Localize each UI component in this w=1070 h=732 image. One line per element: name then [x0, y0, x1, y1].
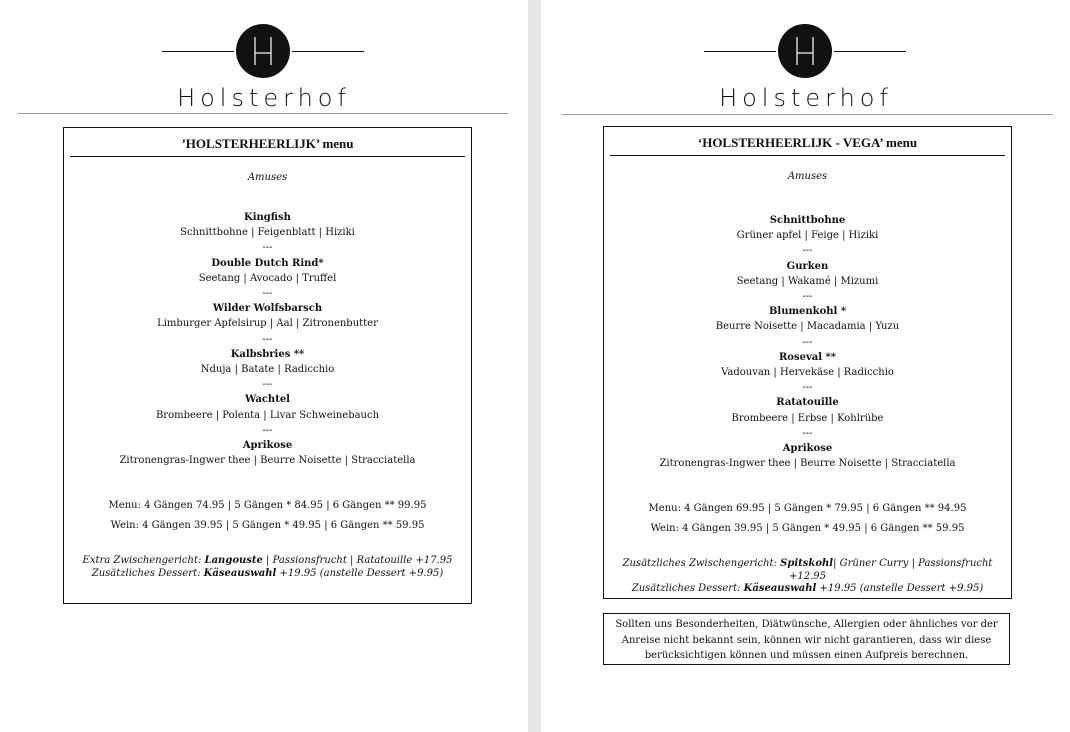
course-description: Seetang | Avocado | Truffel	[198, 272, 337, 284]
extra-label: Extra Zwischengericht:	[82, 555, 205, 567]
logo-emblem-icon	[778, 24, 832, 78]
menu-price-line: Menu: 4 Gängen 74.95 | 5 Gängen * 84.95 | 6 Gängen ** 99.95	[108, 500, 427, 512]
menu-title: ‘HOLSTERHEERLIJK - VEGA’ menu	[610, 127, 1005, 156]
vega-menu-card	[603, 126, 1012, 599]
left-logo	[0, 24, 528, 116]
wine-price-line: Wein: 4 Gängen 39.95 | 5 Gängen * 49.95 | 6 Gängen ** 59.95	[110, 520, 425, 532]
course-name: Wachtel	[245, 394, 290, 406]
extra-label: Zusätzliches Zwischengericht:	[622, 558, 781, 570]
course-name: Wilder Wolfsbarsch	[212, 303, 323, 315]
extra-details: +19.95 (anstelle Dessert +9.95)	[816, 583, 984, 595]
course-separator: ---	[802, 336, 813, 348]
course-description: Beurre Noisette | Macadamia | Yuzu	[715, 321, 900, 333]
price-block	[604, 499, 1011, 539]
allergy-notice: Sollten uns Besonderheiten, Diätwünsche, Allergien oder ähnliches vor der Anreise nicht bekannt sein, können wir nicht garantieren, dass wir diese berücksichtigen können und müssen einen Aufpreis berechnen.	[603, 613, 1010, 665]
course-name: Aprikose	[782, 443, 833, 455]
course-description: Nduja | Batate | Radicchio	[200, 364, 335, 376]
extra-course-line	[604, 558, 1011, 583]
course-description: Zitronengras-Ingwer thee | Beurre Noisette | Stracciatella	[659, 458, 956, 470]
logo-line-right	[834, 51, 906, 52]
course-name: Double Dutch Rind*	[211, 257, 324, 269]
logo-wordmark: Holsterhof	[719, 84, 893, 112]
course-description: Zitronengras-Ingwer thee | Beurre Noisette | Stracciatella	[119, 455, 416, 467]
course-separator: ---	[262, 424, 273, 436]
right-logo	[541, 24, 1070, 116]
course-separator: ---	[802, 382, 813, 394]
logo-wordmark: Holsterhof	[177, 84, 351, 112]
course-separator: ---	[262, 333, 273, 345]
course-name: Aprikose	[242, 440, 293, 452]
course-separator: ---	[262, 379, 273, 391]
extra-highlight: Spitskohl	[780, 558, 834, 570]
course-description: Seetang | Wakamé | Mizumi	[736, 275, 879, 287]
course-description: Vadouvan | Hervekäse | Radicchio	[721, 367, 894, 379]
course-name: Kalbsbries **	[230, 348, 305, 360]
course-list	[604, 213, 1011, 471]
extra-highlight: Käseauswahl	[743, 583, 817, 595]
extra-dessert-line	[64, 568, 471, 581]
header-rule	[562, 114, 1053, 115]
extra-highlight: Langouste	[204, 555, 263, 567]
course-description: Brombeere | Polenta | Livar Schweinebauch	[155, 409, 380, 421]
menu-card	[63, 127, 472, 604]
extra-highlight: Käseauswahl	[203, 567, 277, 579]
right-document-page	[541, 0, 1070, 732]
course-separator: ---	[262, 288, 273, 300]
course-name: Schnittbohne	[769, 215, 846, 226]
course-name: Blumenkohl *	[768, 306, 847, 318]
course-name: Ratatouille	[776, 397, 839, 409]
course-name: Gurken	[786, 260, 829, 272]
menu-price-line: Menu: 4 Gängen 69.95 | 5 Gängen * 79.95 | 6 Gängen ** 94.95	[648, 503, 967, 515]
logo-line-left	[704, 51, 776, 52]
course-separator: ---	[802, 291, 813, 303]
course-name: Kingfish	[244, 212, 291, 223]
amuses-label: Amuses	[247, 172, 288, 183]
amuses-label: Amuses	[787, 171, 828, 182]
course-1	[64, 210, 471, 468]
extra-course-line	[64, 555, 471, 568]
course-description: Grüner apfel | Feige | Hiziki	[736, 230, 879, 242]
menu-title: ’HOLSTERHEERLIJK’ menu	[70, 128, 465, 157]
logo-line-right	[292, 51, 364, 52]
extras-block	[604, 558, 1011, 596]
extra-label: Zusätzliches Dessert:	[91, 567, 204, 579]
extra-dessert-line	[604, 583, 1011, 596]
course-name: Roseval **	[778, 351, 836, 363]
extra-details: +19.95 (anstelle Dessert +9.95)	[276, 567, 444, 579]
course-description: Brombeere | Erbse | Kohlrübe	[731, 412, 884, 424]
extra-label: Zusätzliches Dessert:	[631, 583, 744, 595]
wine-price-line: Wein: 4 Gängen 39.95 | 5 Gängen * 49.95 | 6 Gängen ** 59.95	[650, 523, 965, 535]
course-description: Limburger Apfelsirup | Aal | Zitronenbutter	[157, 318, 378, 330]
course-separator: ---	[802, 427, 813, 439]
course-separator: ---	[802, 245, 813, 257]
price-block	[64, 496, 471, 536]
header-rule	[18, 113, 508, 114]
logo-line-left	[162, 51, 234, 52]
extras-block	[64, 555, 471, 580]
left-document-page	[0, 0, 528, 732]
course-separator: ---	[262, 242, 273, 254]
extra-details: | Grüner Curry | Passionsfrucht +12.95	[788, 558, 993, 582]
logo-emblem-icon	[236, 24, 290, 78]
extra-details: | Passionsfrucht | Ratatouille +17.95	[262, 555, 453, 567]
course-description: Schnittbohne | Feigenblatt | Hiziki	[180, 227, 355, 239]
